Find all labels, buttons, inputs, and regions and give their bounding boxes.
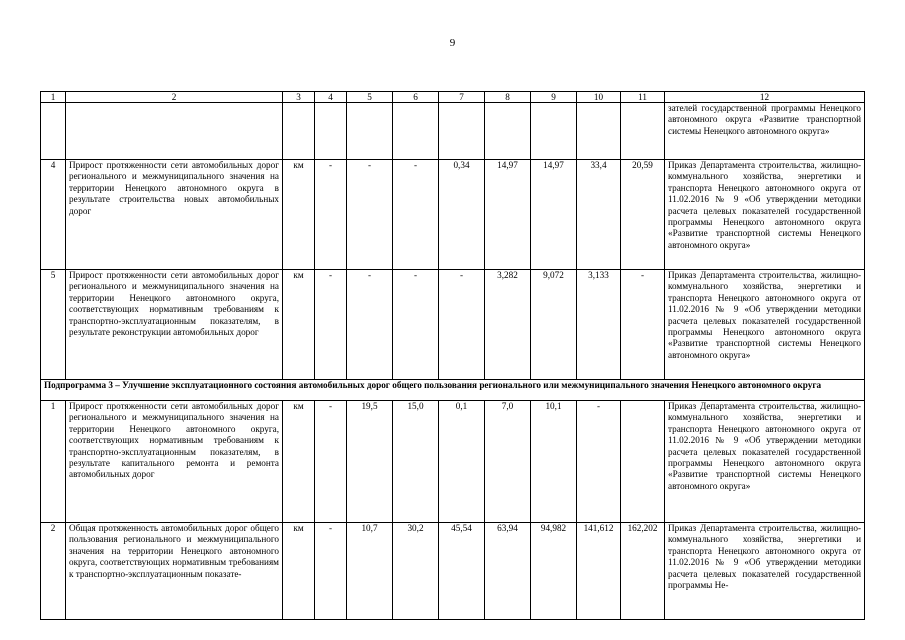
header-cell: 12 [665, 92, 865, 103]
value-cell: 63,94 [485, 523, 531, 620]
value-cell: 3,282 [485, 270, 531, 380]
value-cell: - [393, 160, 439, 270]
header-cell: 5 [347, 92, 393, 103]
value-cell: 10,7 [347, 523, 393, 620]
value-cell: - [315, 160, 347, 270]
continuation-row [41, 103, 865, 160]
value-cell: 10,1 [531, 401, 577, 523]
value-cell: 20,59 [621, 160, 665, 270]
value-cell: - [439, 270, 485, 380]
value-cell: 94,982 [531, 523, 577, 620]
header-cell: 11 [621, 92, 665, 103]
header-cell: 2 [66, 92, 283, 103]
value-cell: - [315, 401, 347, 523]
indicator-name: Прирост протяженности сети автомобильных дорог регионального и межмуниципального значения на территории Ненецкого автономного округа, соответствующих нормативным требованиям к транспортно-эксплуатационным показателям, в результате реконструкции автомобильных дорог [66, 270, 283, 380]
source-cell: Приказ Департамента строительства, жилищно-коммунального хозяйства, энергетики и транспорта Ненецкого автономного округа от 11.02.2016 № 9 «Об утверждении методики расчета целевых показателей государственной программы Ненецкого автономного округа «Развитие транспортной системы Ненецкого автономного округа» [665, 401, 865, 523]
subprogram-title: Подпрограмма 3 – Улучшение эксплуатационного состояния автомобильных дорог общего пользования регионального или межмуниципального значения Ненецкого автономного округа [41, 380, 865, 401]
source-cell: Приказ Департамента строительства, жилищно-коммунального хозяйства, энергетики и транспорта Ненецкого автономного округа от 11.02.2016 № 9 «Об утверждении методики расчета целевых показателей государственной программы Не- [665, 523, 865, 620]
value-cell: - [315, 270, 347, 380]
header-cell: 4 [315, 92, 347, 103]
header-cell: 3 [283, 92, 315, 103]
value-cell: 19,5 [347, 401, 393, 523]
row-number: 1 [41, 401, 66, 523]
header-cell: 10 [577, 92, 621, 103]
value-cell: 33,4 [577, 160, 621, 270]
unit-cell: км [283, 160, 315, 270]
value-cell: - [315, 523, 347, 620]
source-cell: Приказ Департамента строительства, жилищно-коммунального хозяйства, энергетики и транспорта Ненецкого автономного округа от 11.02.2016 № 9 «Об утверждении методики расчета целевых показателей государственной программы Ненецкого автономного округа «Развитие транспортной системы Ненецкого автономного округа» [665, 160, 865, 270]
page-number: 9 [449, 37, 456, 49]
header-cell: 7 [439, 92, 485, 103]
value-cell: 30,2 [393, 523, 439, 620]
header-row [41, 92, 865, 103]
table-row [41, 160, 865, 270]
row-number: 2 [41, 523, 66, 620]
indicator-name: Прирост протяженности сети автомобильных дорог регионального и межмуниципального значения на территории Ненецкого автономного округа, соответствующих нормативным требованиям к транспортно-эксплуатационным показателям, в результате капитального ремонта и ремонта автомобильных дорог [66, 401, 283, 523]
table-row [41, 523, 865, 620]
value-cell [621, 401, 665, 523]
header-cell: 1 [41, 92, 66, 103]
indicator-name: Общая протяженность автомобильных дорог общего пользования регионального и межмуниципального значения на территории Ненецкого автономного округа, соответствующих нормативным требованиям к транспортно-эксплуатационным показате- [66, 523, 283, 620]
value-cell: - [347, 160, 393, 270]
header-cell: 8 [485, 92, 531, 103]
row-number: 5 [41, 270, 66, 380]
value-cell: 45,54 [439, 523, 485, 620]
value-cell: 9,072 [531, 270, 577, 380]
indicator-name: Прирост протяженности сети автомобильных дорог регионального и межмуниципального значения на территории Ненецкого автономного округа в результате строительства новых автомобильных дорог [66, 160, 283, 270]
value-cell: 3,133 [577, 270, 621, 380]
table-row [41, 270, 865, 380]
subprogram-row [41, 380, 865, 401]
value-cell: - [577, 401, 621, 523]
value-cell: 15,0 [393, 401, 439, 523]
header-cell: 6 [393, 92, 439, 103]
value-cell: - [393, 270, 439, 380]
source-cell: Приказ Департамента строительства, жилищно-коммунального хозяйства, энергетики и транспорта Ненецкого автономного округа от 11.02.2016 № 9 «Об утверждении методики расчета целевых показателей государственной программы Ненецкого автономного округа «Развитие транспортной системы Ненецкого автономного округа» [665, 270, 865, 380]
value-cell: 162,202 [621, 523, 665, 620]
unit-cell: км [283, 270, 315, 380]
unit-cell: км [283, 401, 315, 523]
indicators-table [40, 91, 865, 620]
source-cell: зателей государственной программы Ненецкого автономного округа «Развитие транспортной системы Ненецкого автономного округа» [665, 103, 865, 160]
value-cell: 0,1 [439, 401, 485, 523]
value-cell: 141,612 [577, 523, 621, 620]
value-cell: - [621, 270, 665, 380]
value-cell: - [347, 270, 393, 380]
unit-cell: км [283, 523, 315, 620]
value-cell: 0,34 [439, 160, 485, 270]
header-cell: 9 [531, 92, 577, 103]
value-cell: 14,97 [485, 160, 531, 270]
value-cell: 7,0 [485, 401, 531, 523]
table-row [41, 401, 865, 523]
row-number: 4 [41, 160, 66, 270]
value-cell: 14,97 [531, 160, 577, 270]
